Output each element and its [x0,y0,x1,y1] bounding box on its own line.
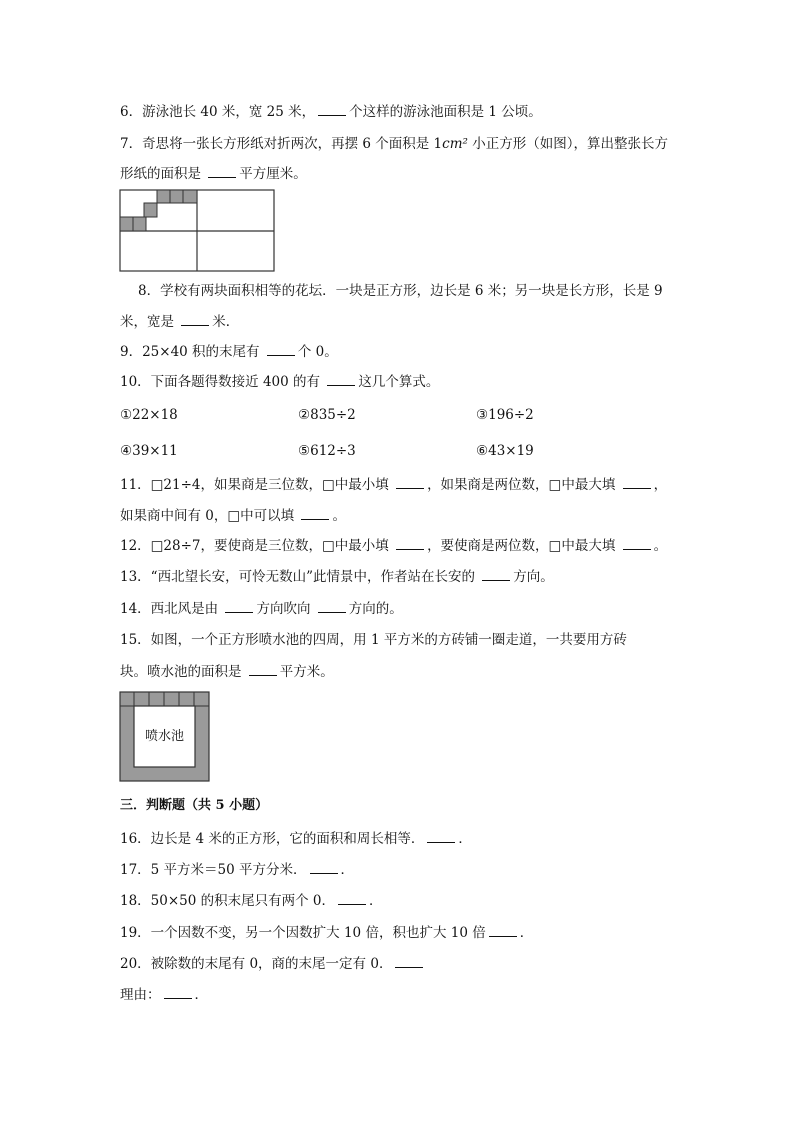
question-13: 13．“西北望长安，可怜无数山”此情景中，作者站在长安的 方向。 [120,569,554,585]
unit-cm2: cm² [442,136,468,152]
option-5: ⑤612÷3 [298,443,356,459]
question-16: 16．边长是 4 米的正方形，它的面积和周长相等． ． [120,831,472,847]
fountain-pool-figure [119,691,210,782]
question-7: 7．奇思将一张长方形纸对折两次，再摆 6 个面积是 1cm² 小正方形（如图），算出整张长方 [120,136,668,152]
answer-blank[interactable] [318,600,346,613]
answer-blank[interactable] [318,103,346,116]
answer-blank[interactable] [310,861,338,874]
answer-blank[interactable] [396,476,424,489]
question-7-line2: 形纸的面积是 平方厘米。 [120,166,307,182]
question-10: 10．下面各题得数接近 400 的有 这几个算式。 [120,374,440,390]
answer-blank[interactable] [395,955,423,968]
option-3: ③196÷2 [476,407,534,423]
reason-blank[interactable] [164,986,192,999]
answer-blank[interactable] [489,924,517,937]
answer-blank[interactable] [181,313,209,326]
question-20: 20．被除数的末尾有 0，商的末尾一定有 0． [120,955,426,973]
option-2: ②835÷2 [298,407,356,423]
question-15-line2: 块。喷水池的面积是 平方米。 [120,664,334,680]
answer-blank[interactable] [249,663,277,676]
answer-blank[interactable] [338,892,366,905]
answer-blank[interactable] [327,373,355,386]
answer-blank[interactable] [396,537,424,550]
answer-blank[interactable] [623,476,651,489]
answer-blank[interactable] [208,165,236,178]
folded-paper-figure [119,189,276,273]
answer-blank[interactable] [427,830,455,843]
answer-blank[interactable] [267,343,295,356]
question-6: 6．游泳池长 40 米，宽 25 米， 个这样的游泳池面积是 1 公顷。 [120,104,542,120]
question-8: 8．学校有两块面积相等的花坛．一块是正方形，边长是 6 米；另一块是长方形，长是 9 [138,283,663,299]
answer-blank[interactable] [623,537,651,550]
section-heading-judgement: 三．判断题（共 5 小题） [120,798,269,813]
question-12: 12．□28÷7，要使商是三位数，□中最小填 ，要使商是两位数，□中最大填 。 [120,538,668,554]
question-15: 15．如图，一个正方形喷水池的四周，用 1 平方米的方砖铺一圈走道，一共要用方砖 [120,632,627,648]
answer-blank[interactable] [301,507,329,520]
question-18: 18．50×50 的积末尾只有两个 0． ． [120,893,383,909]
question-19: 19．一个因数不变，另一个因数扩大 10 倍，积也扩大 10 倍 ． [120,925,534,941]
option-4: ④39×11 [120,443,178,459]
answer-blank[interactable] [225,600,253,613]
question-8-line2: 米，宽是 米． [120,314,240,330]
question-20-reason: 理由： ． [120,987,208,1003]
option-6: ⑥43×19 [476,443,534,459]
question-9: 9．25×40 积的末尾有 个 0。 [120,344,338,360]
answer-blank[interactable] [482,568,510,581]
question-11-line2: 如果商中间有 0，□中可以填 。 [120,508,346,524]
pool-label: 喷水池 [144,729,184,744]
option-1: ①22×18 [120,407,178,423]
question-17: 17．5 平方米＝50 平方分米． ． [120,862,355,878]
question-14: 14．西北风是由 方向吹向 方向的。 [120,601,403,617]
question-11: 11．□21÷4，如果商是三位数，□中最小填 ，如果商是两位数，□中最大填 ， [120,477,668,493]
